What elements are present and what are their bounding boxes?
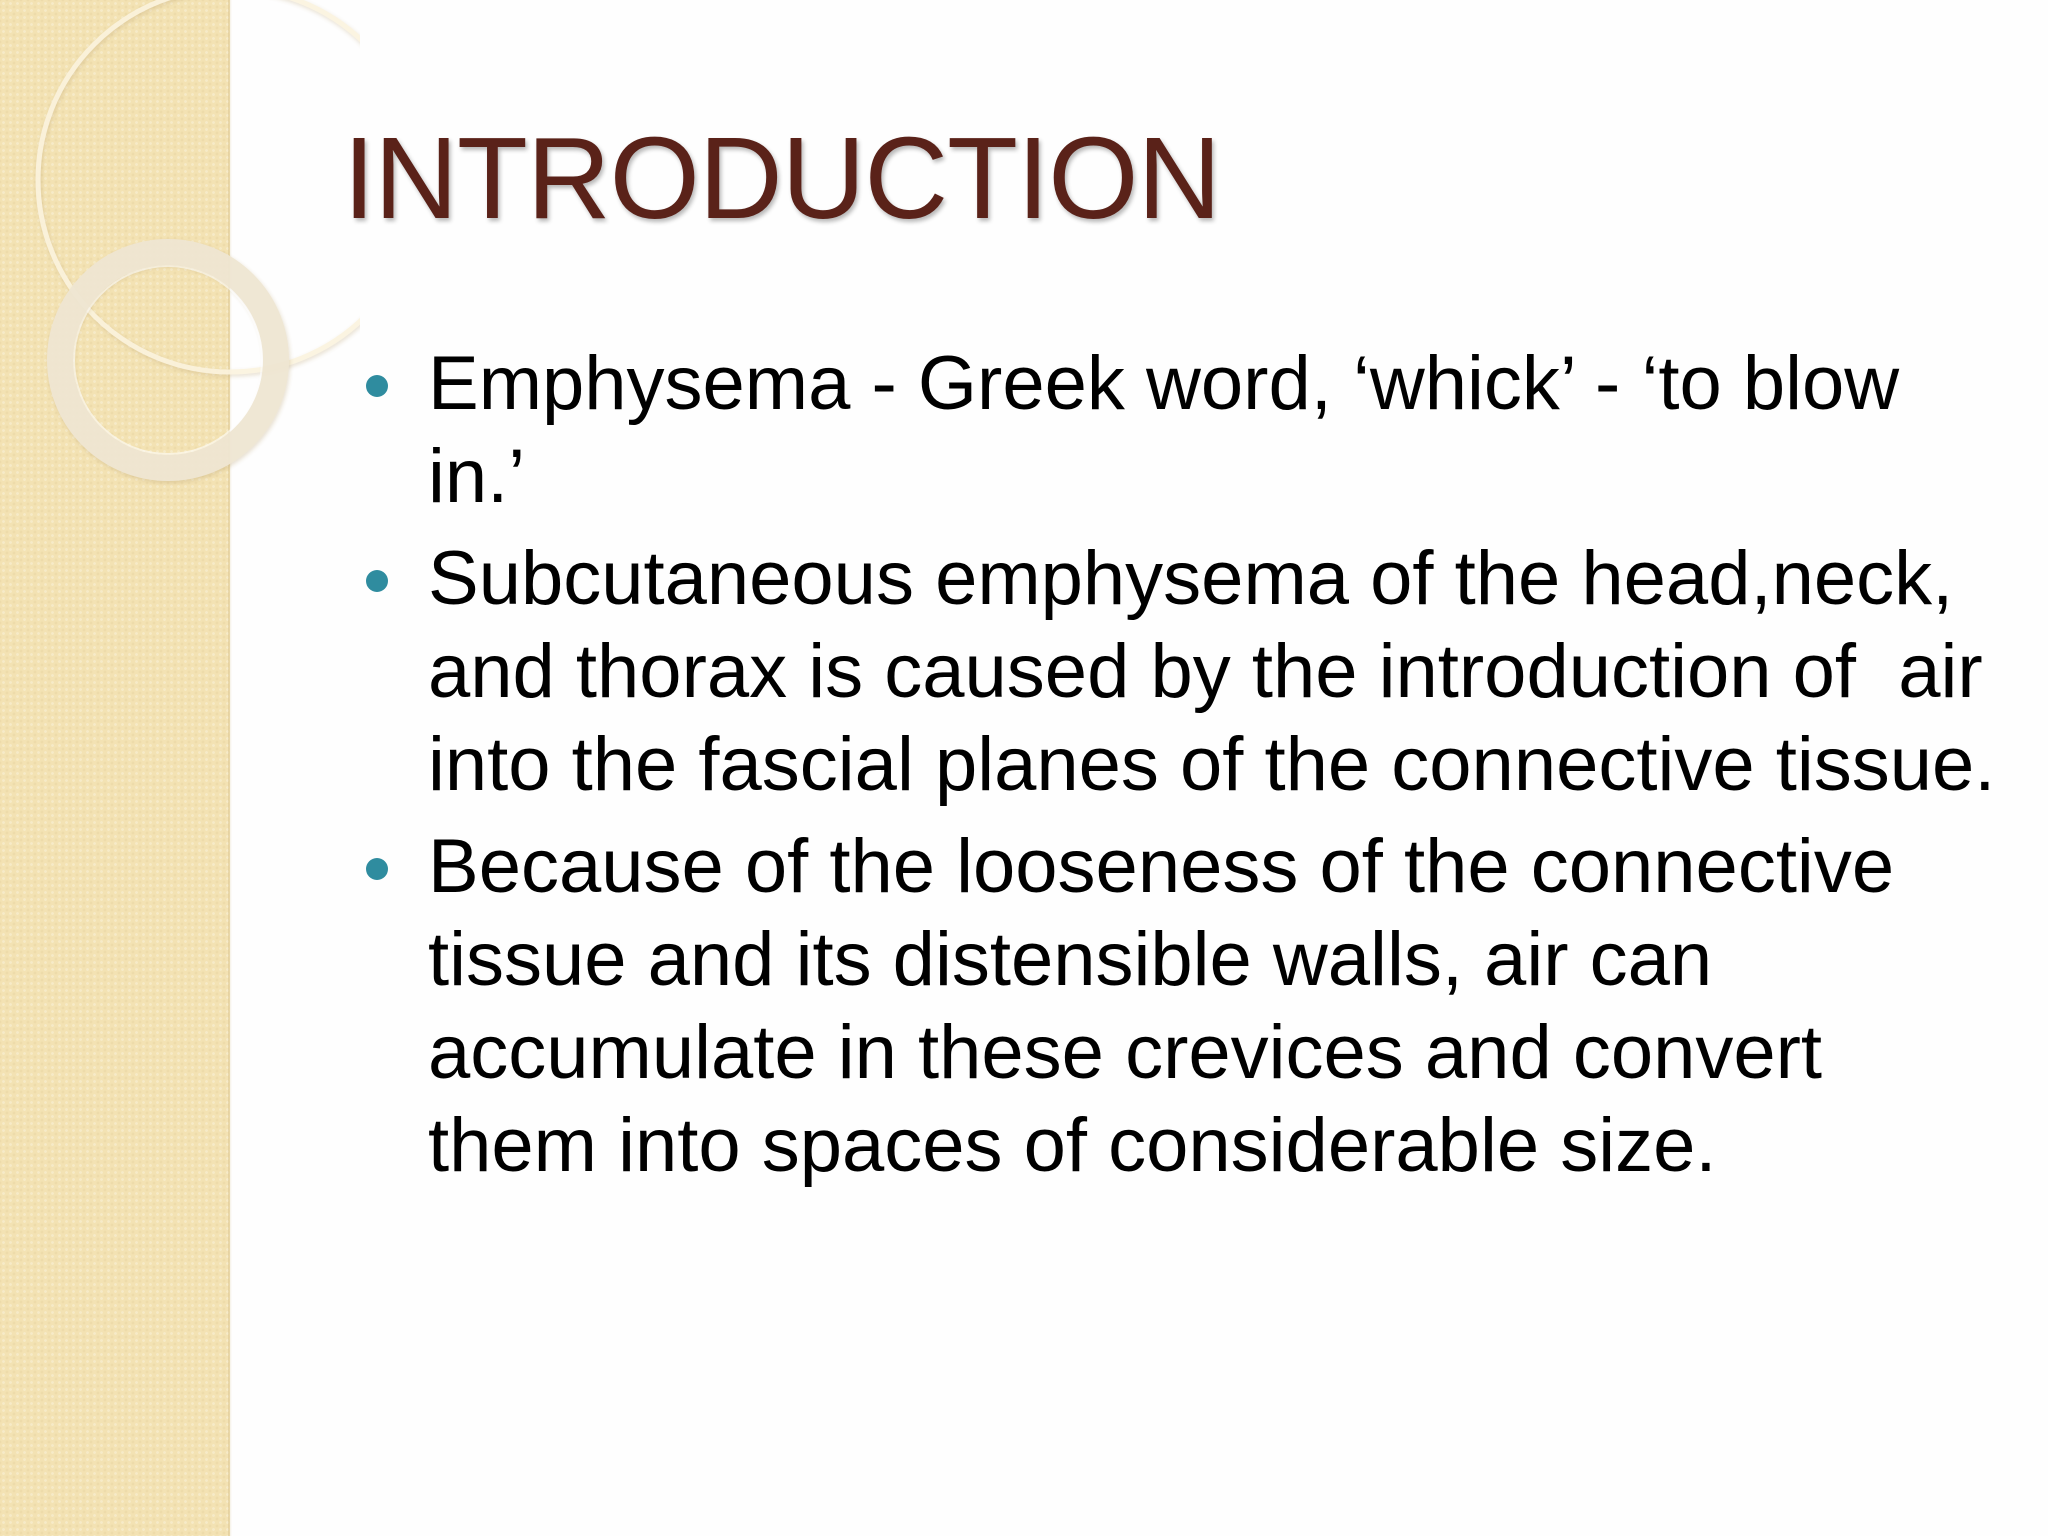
bullet-text: Because of the looseness of the connective tissue and its distensible walls, air can accumulate in these crevices and convert them into spaces of considerable size. bbox=[428, 824, 1916, 1188]
bullet-item bbox=[360, 337, 2010, 523]
bullet-marker-icon bbox=[366, 570, 388, 592]
decorative-rings-graphic bbox=[0, 0, 360, 520]
bullet-text: Subcutaneous emphysema of the head,neck, and thorax is caused by the introduction of air into the fascial planes of the connective tissue. bbox=[428, 536, 2004, 807]
bullet-marker-icon bbox=[366, 858, 388, 880]
bullet-item bbox=[360, 820, 2010, 1192]
bullet-text: Emphysema - Greek word, ‘whick’ - ‘to blow in.’ bbox=[428, 341, 1921, 519]
bullet-marker-icon bbox=[366, 375, 388, 397]
bullet-list bbox=[360, 337, 2010, 1201]
bullet-item bbox=[360, 532, 2010, 811]
slide-title: INTRODUCTION bbox=[343, 113, 1221, 243]
large-ring bbox=[38, 0, 360, 372]
